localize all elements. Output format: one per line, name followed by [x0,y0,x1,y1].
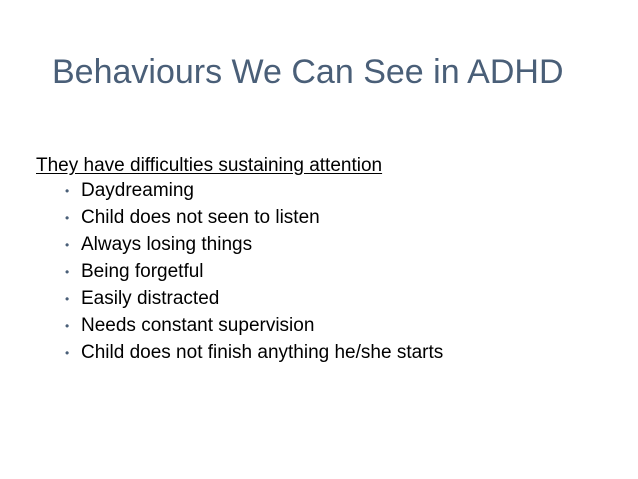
bullet-icon: • [65,238,70,253]
bullet-list [36,178,616,366]
bullet-icon: • [65,265,70,280]
bullet-text: Easily distracted [81,288,220,309]
bullet-icon: • [65,345,70,360]
bullet-text: Child does not finish anything he/she starts [81,341,444,363]
bullet-text: Child does not seen to listen [81,207,320,229]
bullet-text: Being forgetful [81,261,204,283]
bullet-item [36,232,616,259]
bullet-icon: • [65,211,70,226]
section-heading: They have difficulties sustaining attention [36,155,383,176]
bullet-icon: • [65,318,70,333]
bullet-item [36,312,616,339]
bullet-text: Always losing things [81,234,253,256]
bullet-text: Daydreaming [81,180,194,202]
bullet-item [36,339,616,366]
slide-content [36,154,616,366]
bullet-text: Needs constant supervision [81,314,315,336]
bullet-icon: • [65,292,70,306]
bullet-item [36,178,616,205]
bullet-item [36,286,616,313]
bullet-item [36,259,616,286]
bullet-item [36,205,616,232]
bullet-icon: • [65,184,70,199]
slide-title: Behaviours We Can See in ADHD [52,53,564,91]
